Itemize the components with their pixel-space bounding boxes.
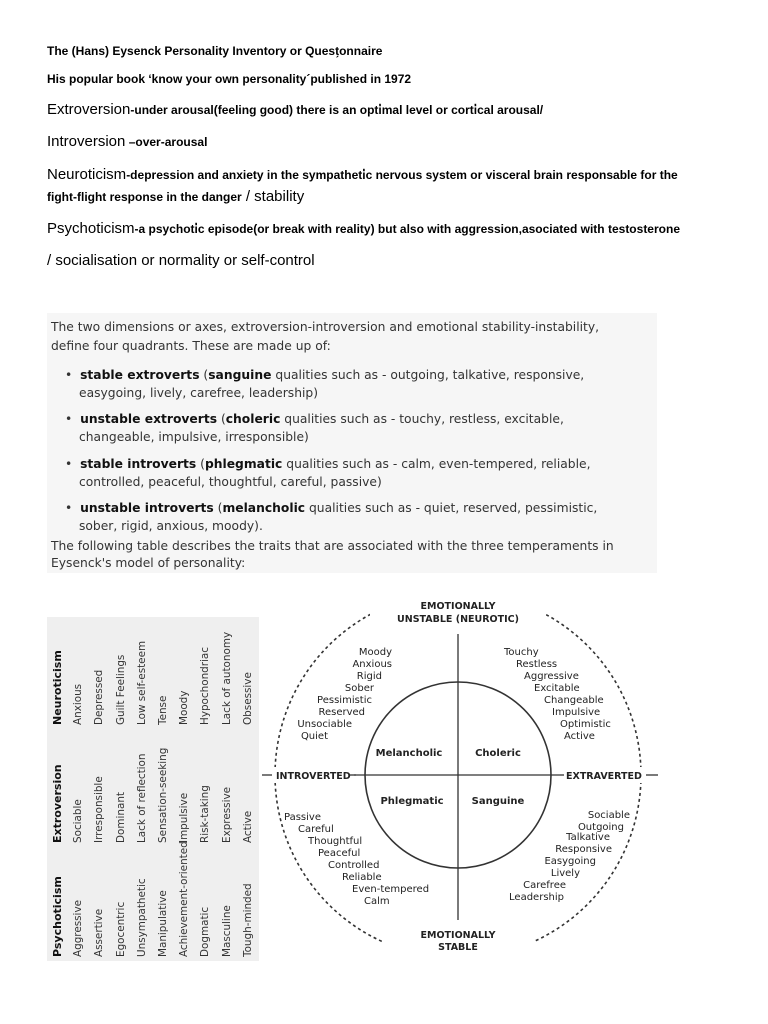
core-choleric: Choleric [475,748,521,759]
table-cell: Achievement-oriented [178,841,191,957]
table-cell: Unsympathetic [135,878,148,957]
note-introversion [47,133,207,151]
quadrant-qualities: qualities such as - calm, even-tempered, reliable, [282,457,591,471]
trait-upper-left: Unsociable [297,719,352,730]
table-cell: Aggressive [72,900,85,957]
table-cell: Masculine [220,905,233,957]
extroversion-term: Extroversion [47,101,131,118]
quadrant-qualities-cont: easygoing, lively, carefree, leadership) [79,386,319,400]
paren: ( [196,457,205,471]
neuroticism-desc: -depression and anxiety in the sympatheti̇c nervous system or visceral brain responsable for the [126,168,678,182]
trait-lower-left: Thoughtful [308,836,363,847]
trait-lower-left: Peaceful [318,848,361,859]
temperament-name: choleric [225,412,281,426]
right-label: EXTRAVERTED [566,771,642,782]
note-neuroticism-cont [47,188,304,206]
table-cell: Lack of reflection [135,753,148,843]
table-cell: Impulsive [178,792,191,843]
psychoticism-desc: -a psychoti̇c episode(or break with reality) but also with aggression,asociated with testosterone [134,222,680,236]
quadrants-outro-1: The following table describes the traits that are associated with the three temperaments in [51,539,614,553]
trait-upper-left: Sober [344,683,374,694]
trait-lower-right: Leadership [509,892,564,903]
quadrant-qualities-cont: sober, rigid, anxious, moody). [79,519,263,533]
paren: ( [217,412,226,426]
trait-lower-right: Lively [550,868,580,879]
quadrant-qualities: qualities such as - quiet, reserved, pessimistic, [305,501,598,515]
neuroticism-desc-2: fight-flight response in the danger [47,190,242,204]
trait-upper-right: Excitable [534,683,580,694]
table-cell: Egocentric [114,901,127,957]
table-cell: Depressed [93,669,106,725]
trait-upper-left: Moody [358,647,392,658]
trait-lower-right: Sociable [587,810,630,821]
table-cell: Expressive [220,786,233,843]
bullet-icon: • [65,412,73,426]
table-cell: Sensation-seeking [157,747,169,843]
quadrant-item [65,411,564,428]
table-cell: Hypochondriac [199,647,212,725]
note-neuroticism [47,166,678,184]
table-cell: Tense [157,695,169,725]
quadrants-intro-1: The two dimensions or axes, extroversion-introversion and emotional stability-instability, [51,320,600,334]
trait-upper-right: Impulsive [552,707,601,718]
table-cell: Active [241,810,254,843]
trait-upper-left: Quiet [300,731,328,742]
trait-upper-right: Active [564,731,595,742]
left-label: INTROVERTED [276,771,351,782]
trait-lower-left: Even-tempered [352,884,430,895]
table-cell: Dogmatic [199,906,212,957]
trait-upper-right: Optimistic [560,719,611,730]
core-melancholic: Melancholic [375,748,443,759]
bottom-label-2: STABLE [438,942,478,953]
temperament-name: melancholic [222,501,306,515]
quadrant-name: stable extroverts [80,368,200,382]
trait-lower-left: Controlled [328,860,380,871]
trait-lower-right: Carefree [523,880,566,891]
note-book: His popular book ‘know your own personality´published in 1972 [47,72,412,86]
bullet-icon: • [65,457,73,471]
quadrant-item [65,500,597,517]
psychoticism-term: Psychoticism [47,220,135,237]
trait-lower-right: Easygoing [544,856,596,867]
table-header-extroversion: Extroversion [51,764,64,843]
table-cell: Assertive [93,908,106,957]
quadrant-qualities: qualities such as - touchy, restless, excitable, [280,412,564,426]
trait-upper-left: Anxious [352,659,392,670]
quadrant-qualities: qualities such as - outgoing, talkative, responsive, [271,368,585,382]
top-label-1: EMOTIONALLY [420,601,496,612]
trait-lower-left: Calm [364,896,390,907]
note-extroversion [47,101,543,119]
table-cell: Dominant [114,792,127,843]
bullet-icon: • [65,368,73,382]
trait-lower-right: Talkative [566,832,610,843]
table-cell: Guilt Feelings [114,654,127,725]
trait-upper-left: Pessimistic [317,695,372,706]
core-sanguine: Sanguine [471,796,525,807]
temperament-diagram-svg [262,582,658,962]
table-cell: Lack of autonomy [220,631,233,725]
trait-upper-right: Touchy [504,647,539,658]
table-cell: Tough-minded [241,883,254,957]
quadrant-name: unstable introverts [80,501,214,515]
trait-lower-left: Passive [284,812,321,823]
trait-upper-right: Changeable [544,695,604,706]
table-cell: Risk-taking [199,785,212,843]
quadrants-excerpt [47,313,657,573]
trait-upper-left: Rigid [356,671,382,682]
introversion-term: Introversion [47,133,126,150]
top-label-2: UNSTABLE (NEUROTIC) [397,614,519,625]
quadrant-name: unstable extroverts [80,412,218,426]
quadrant-name: stable introverts [80,457,197,471]
trait-lower-left: Reliable [342,872,382,883]
lower-left-traits [284,812,429,907]
trait-table-rotated [47,617,259,961]
table-cell: Sociable [72,799,85,843]
paren: ( [199,368,209,382]
table-cell: Anxious [72,683,85,725]
trait-lower-right: Responsive [555,844,612,855]
upper-right-traits [503,647,611,742]
introversion-desc: –over-arousal [125,135,208,149]
quadrant-item [65,456,591,473]
note-psychoticism [47,220,680,238]
extroversion-desc: -under arousal(feeling good) there is an opti̇mal level or corti̇cal arousal/ [130,103,544,117]
bullet-icon: • [65,501,73,515]
trait-table [47,617,259,961]
neuroticism-term: Neuroticism [47,166,127,183]
trait-upper-left: Reserved [318,707,365,718]
trait-lower-left: Careful [298,824,334,835]
temperament-name: sanguine [208,368,272,382]
table-header-neuroticism: Neuroticism [51,650,64,725]
table-cell: Irresponsible [93,776,106,843]
bottom-label-1: EMOTIONALLY [420,930,496,941]
quadrant-qualities-cont: changeable, impulsive, irresponsible) [79,430,309,444]
neuroticism-stability: / stability [241,188,305,205]
note-psychoticism-line2: / socialisation or normality or self-control [47,252,315,269]
lower-right-traits [509,810,630,903]
table-cell: Manipulative [157,890,169,957]
core-phlegmatic: Phlegmatic [380,796,444,807]
table-cell: Obsessive [241,672,254,725]
table-cell: Low self-esteem [135,640,148,725]
paren: ( [213,501,223,515]
quadrants-intro-2: define four quadrants. These are made up of: [51,339,331,353]
quadrants-outro-2: Eysenck's model of personality: [51,556,246,570]
quadrant-item [65,367,584,384]
table-cell: Moody [178,690,191,725]
temperament-diagram [262,582,658,962]
table-header-psychoticism: Psychoticism [51,876,64,957]
note-title: The (Hans) Eysenck Personality Inventory or Quest̗onnaire [47,44,383,58]
trait-upper-right: Aggressive [524,671,579,682]
trait-upper-right: Restless [516,659,558,670]
temperament-name: phlegmatic [204,457,283,471]
quadrant-qualities-cont: controlled, peaceful, thoughtful, careful, passive) [79,475,382,489]
trait-lower-right: Outgoing [577,822,624,833]
